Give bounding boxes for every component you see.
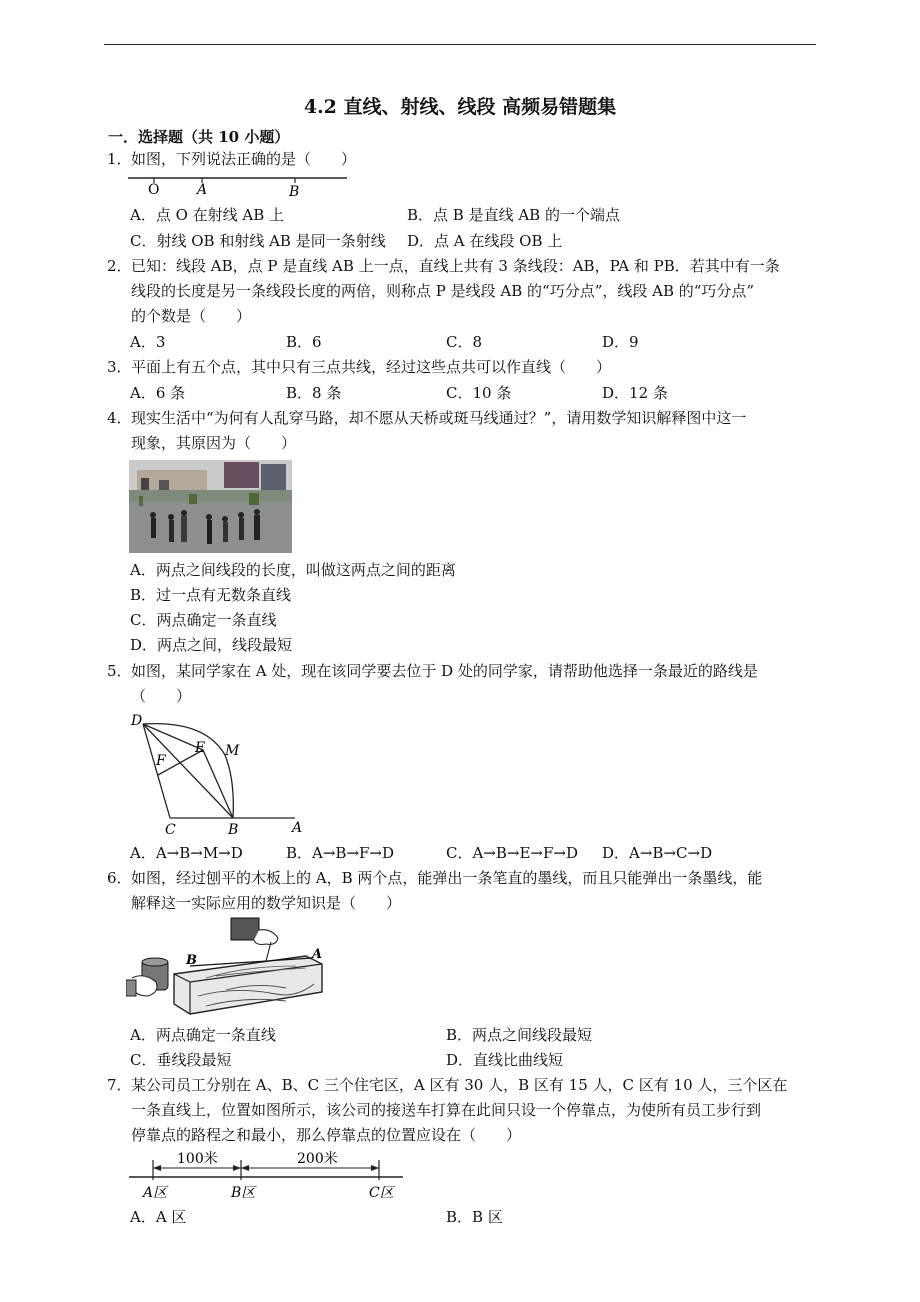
q6-label-b: B xyxy=(186,953,197,968)
q4-option-b: B．过一点有无数条直线 xyxy=(130,586,292,604)
q3-option-b: B．8 条 xyxy=(286,384,342,402)
q1-figure xyxy=(125,170,350,200)
q5-number: 5． xyxy=(107,662,132,680)
q5-stem-line2: （ ） xyxy=(131,687,192,705)
q6-option-a: A．两点确定一条直线 xyxy=(130,1026,276,1044)
q7-dimension-ab: 100米 xyxy=(177,1151,218,1167)
q3-option-c: C．10 条 xyxy=(446,384,512,402)
header-rule xyxy=(104,44,816,45)
q6-stem-line1: 如图，经过刨平的木板上的 A，B 两个点，能弹出一条笔直的墨线，而且只能弹出一条墨线，能 xyxy=(131,869,763,887)
q2-number: 2． xyxy=(107,257,132,275)
page-title: 4.2 直线、射线、线段 高频易错题集 xyxy=(303,96,617,118)
q5-option-b: B．A→B→F→D xyxy=(286,844,395,862)
q4-stem-line1: 现实生活中“为何有人乱穿马路，却不愿从天桥或斑马线通过？”，请用数学知识解释图中这一 xyxy=(131,409,747,427)
q3-option-d: D．12 条 xyxy=(602,384,668,402)
q7-label-c: C区 xyxy=(369,1185,394,1201)
q6-option-c: C．垂线段最短 xyxy=(130,1051,232,1069)
q4-street-photo xyxy=(129,460,292,553)
q7-stem-line1: 某公司员工分别在 A、B、C 三个住宅区，A 区有 30 人，B 区有 15 人，C 区有 10 人，三个区在 xyxy=(131,1076,788,1094)
q7-label-a: A区 xyxy=(143,1185,168,1201)
q5-option-a: A．A→B→M→D xyxy=(130,844,243,862)
q4-option-c: C．两点确定一条直线 xyxy=(130,611,277,629)
q7-stem-line3: 停靠点的路程之和最小，那么停靠点的位置应设在（ ） xyxy=(131,1126,522,1144)
q6-stem-line2: 解释这一实际应用的数学知识是（ ） xyxy=(131,894,402,912)
q1-stem: 如图，下列说法正确的是（ ） xyxy=(131,150,357,168)
q4-option-d: D．两点之间，线段最短 xyxy=(130,636,293,654)
q7-dimension-bc: 200米 xyxy=(297,1151,338,1167)
q5-label-f: F xyxy=(156,753,166,769)
q3-option-a: A．6 条 xyxy=(130,384,186,402)
q2-stem-line1: 已知：线段 AB，点 P 是直线 AB 上一点，直线上共有 3 条线段：AB，PA 和 PB．若其中有一条 xyxy=(131,257,780,275)
q6-board-figure xyxy=(126,916,326,1018)
q7-number: 7． xyxy=(107,1076,132,1094)
q1-option-d: D．点 A 在线段 OB 上 xyxy=(407,232,563,250)
q3-number: 3． xyxy=(107,358,132,376)
q4-stem-line2: 现象，其原因为（ ） xyxy=(131,434,297,452)
q1-option-a: A．点 O 在射线 AB 上 xyxy=(130,206,285,224)
q7-option-b: B．B 区 xyxy=(446,1208,503,1226)
q5-stem-line1: 如图，某同学家在 A 处，现在该同学要去位于 D 处的同学家，请帮助他选择一条最近的路线是 xyxy=(131,662,758,680)
q1-number: 1． xyxy=(107,150,132,168)
q1-option-c: C．射线 OB 和射线 AB 是同一条射线 xyxy=(130,232,386,250)
q5-label-c: C xyxy=(165,822,176,838)
q7-label-b: B区 xyxy=(231,1185,256,1201)
q4-option-a: A．两点之间线段的长度，叫做这两点之间的距离 xyxy=(130,561,456,579)
q1-label-b: B xyxy=(289,184,300,200)
q5-label-b: B xyxy=(228,822,239,838)
q7-option-a: A．A 区 xyxy=(130,1208,187,1226)
q5-label-d: D xyxy=(131,713,143,729)
q2-stem-line3: 的个数是（ ） xyxy=(131,307,252,325)
q5-option-d: D．A→B→C→D xyxy=(602,844,713,862)
q7-figure xyxy=(125,1146,410,1206)
q1-option-b: B．点 B 是直线 AB 的一个端点 xyxy=(407,206,620,224)
q7-stem-line2: 一条直线上，位置如图所示，该公司的接送车打算在此间只设一个停靠点，为使所有员工步行到 xyxy=(131,1101,762,1119)
q1-label-a: A xyxy=(197,182,208,198)
q5-option-c: C．A→B→E→F→D xyxy=(446,844,578,862)
q6-label-a: A xyxy=(312,947,323,962)
q6-option-b: B．两点之间线段最短 xyxy=(446,1026,593,1044)
q2-option-d: D．9 xyxy=(602,333,639,351)
q2-stem-line2: 线段的长度是另一条线段长度的两倍，则称点 P 是线段 AB 的“巧分点”，线段 AB 的“巧分点” xyxy=(131,282,755,300)
q5-label-m: M xyxy=(225,743,240,759)
q1-label-o: O xyxy=(148,182,160,198)
q2-option-a: A．3 xyxy=(130,333,166,351)
q2-option-b: B．6 xyxy=(286,333,322,351)
q2-option-c: C．8 xyxy=(446,333,483,351)
q6-option-d: D．直线比曲线短 xyxy=(446,1051,564,1069)
section-heading: 一．选择题（共 10 小题） xyxy=(108,128,290,146)
q6-number: 6． xyxy=(107,869,132,887)
q5-label-e: E xyxy=(195,740,206,756)
q5-figure xyxy=(125,710,315,840)
q3-stem: 平面上有五个点，其中只有三点共线，经过这些点共可以作直线（ ） xyxy=(131,358,612,376)
q4-number: 4． xyxy=(107,409,132,427)
q5-label-a: A xyxy=(292,820,303,836)
